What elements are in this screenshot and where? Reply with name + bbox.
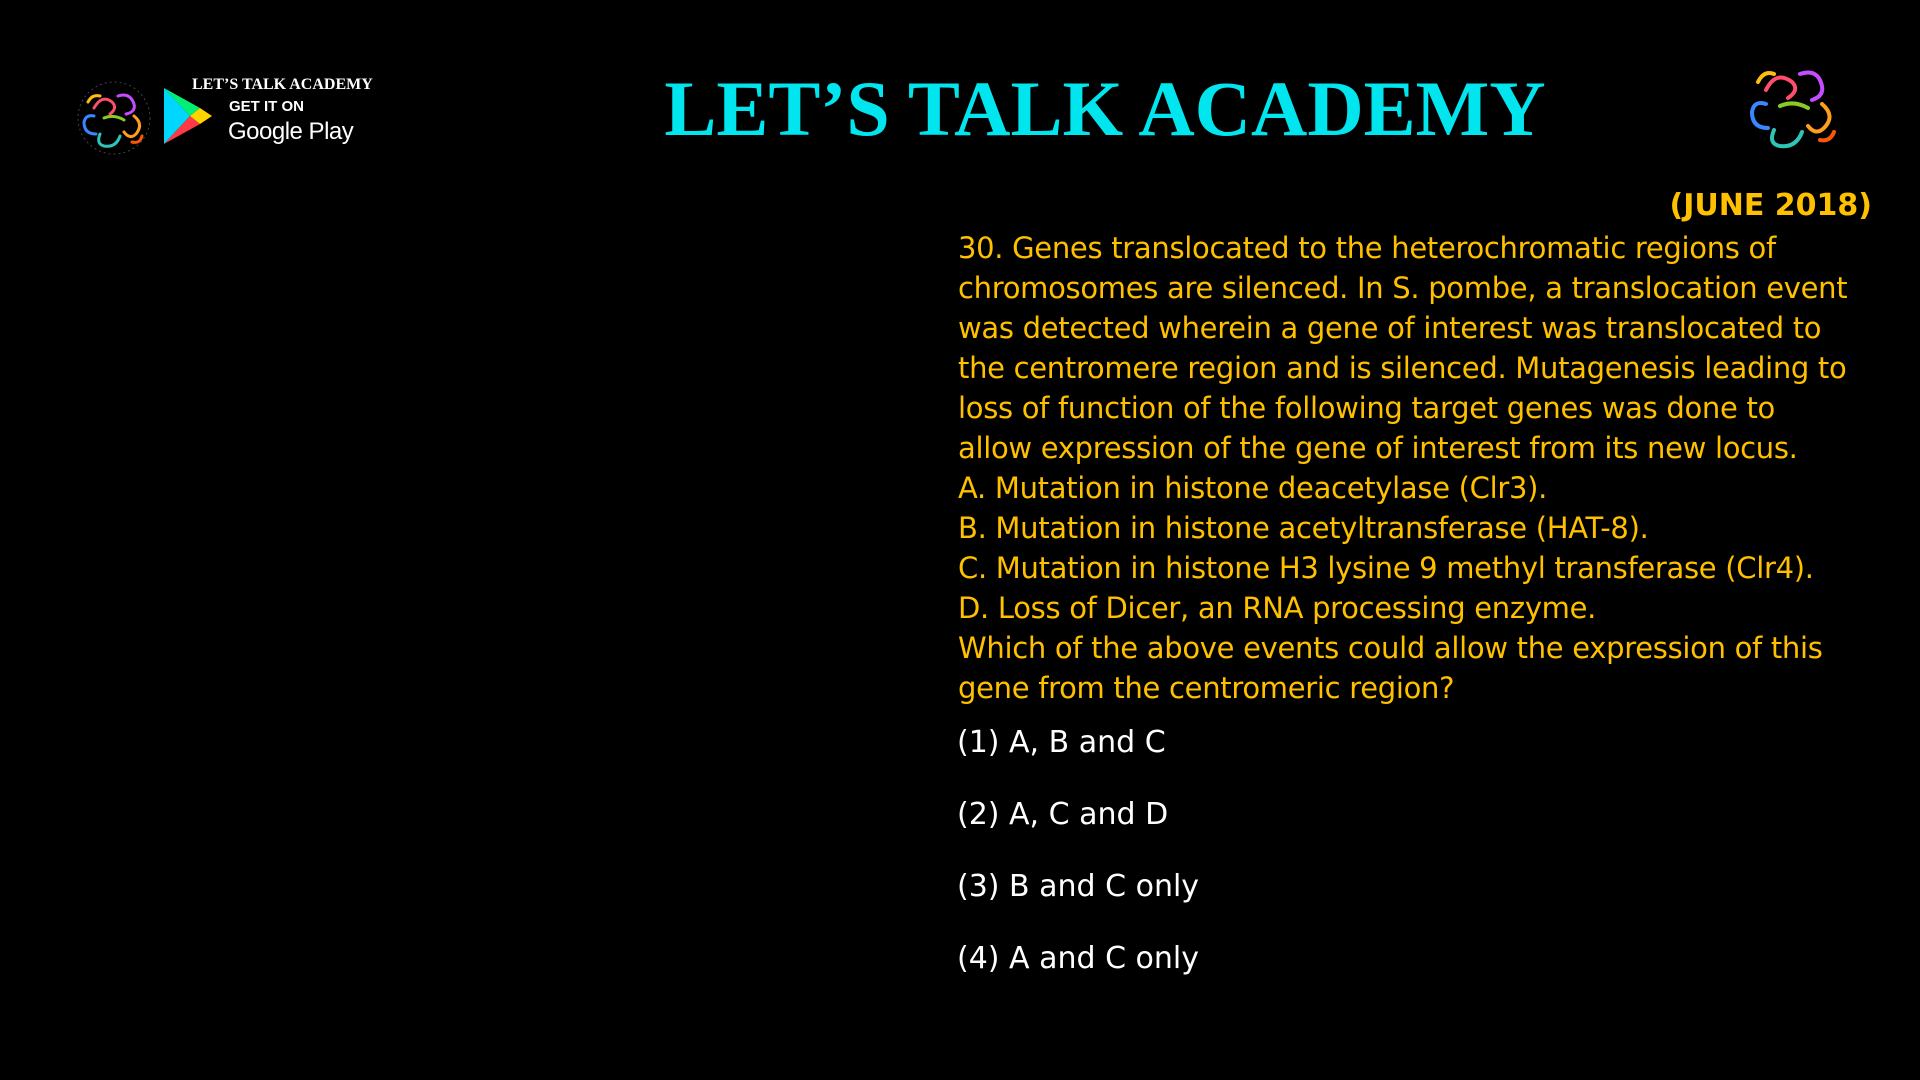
badge-store-name: Google Play xyxy=(228,118,354,145)
answer-option-3[interactable]: (3) B and C only xyxy=(957,869,1200,904)
page-title: LET’S TALK ACADEMY xyxy=(664,65,1546,152)
question-line: loss of function of the following target genes was done to xyxy=(958,391,1775,425)
question-line: 30. Genes translocated to the heterochromatic regions of xyxy=(958,231,1776,265)
question-line: Which of the above events could allow the expression of this xyxy=(958,631,1823,665)
answer-options xyxy=(957,722,1199,1010)
question-line: the centromere region and is silenced. Mutagenesis leading to xyxy=(958,351,1847,385)
statement-a: A. Mutation in histone deacetylase (Clr3). xyxy=(958,471,1548,505)
exam-year-label: (JUNE 2018) xyxy=(1669,188,1872,223)
statement-b: B. Mutation in histone acetyltransferase (HAT-8). xyxy=(958,511,1649,545)
answer-option-2[interactable]: (2) A, C and D xyxy=(957,797,1169,832)
question-text xyxy=(958,228,1888,708)
question-line: was detected wherein a gene of interest was translocated to xyxy=(958,311,1822,345)
statement-d: D. Loss of Dicer, an RNA processing enzyme. xyxy=(958,591,1597,625)
question-line: gene from the centromeric region? xyxy=(958,671,1455,705)
statement-c: C. Mutation in histone H3 lysine 9 methyl transferase (Clr4). xyxy=(958,551,1814,585)
answer-option-1[interactable]: (1) A, B and C xyxy=(957,725,1166,760)
academy-logo-icon xyxy=(1738,50,1850,162)
answer-option-4[interactable]: (4) A and C only xyxy=(957,941,1200,976)
question-line: chromosomes are silenced. In S. pombe, a translocation event xyxy=(958,271,1848,305)
badge-academy-name: LET’S TALK ACADEMY xyxy=(192,76,373,93)
question-line: allow expression of the gene of interest from its new locus. xyxy=(958,431,1798,465)
badge-get-it-on: GET IT ON xyxy=(229,98,304,115)
